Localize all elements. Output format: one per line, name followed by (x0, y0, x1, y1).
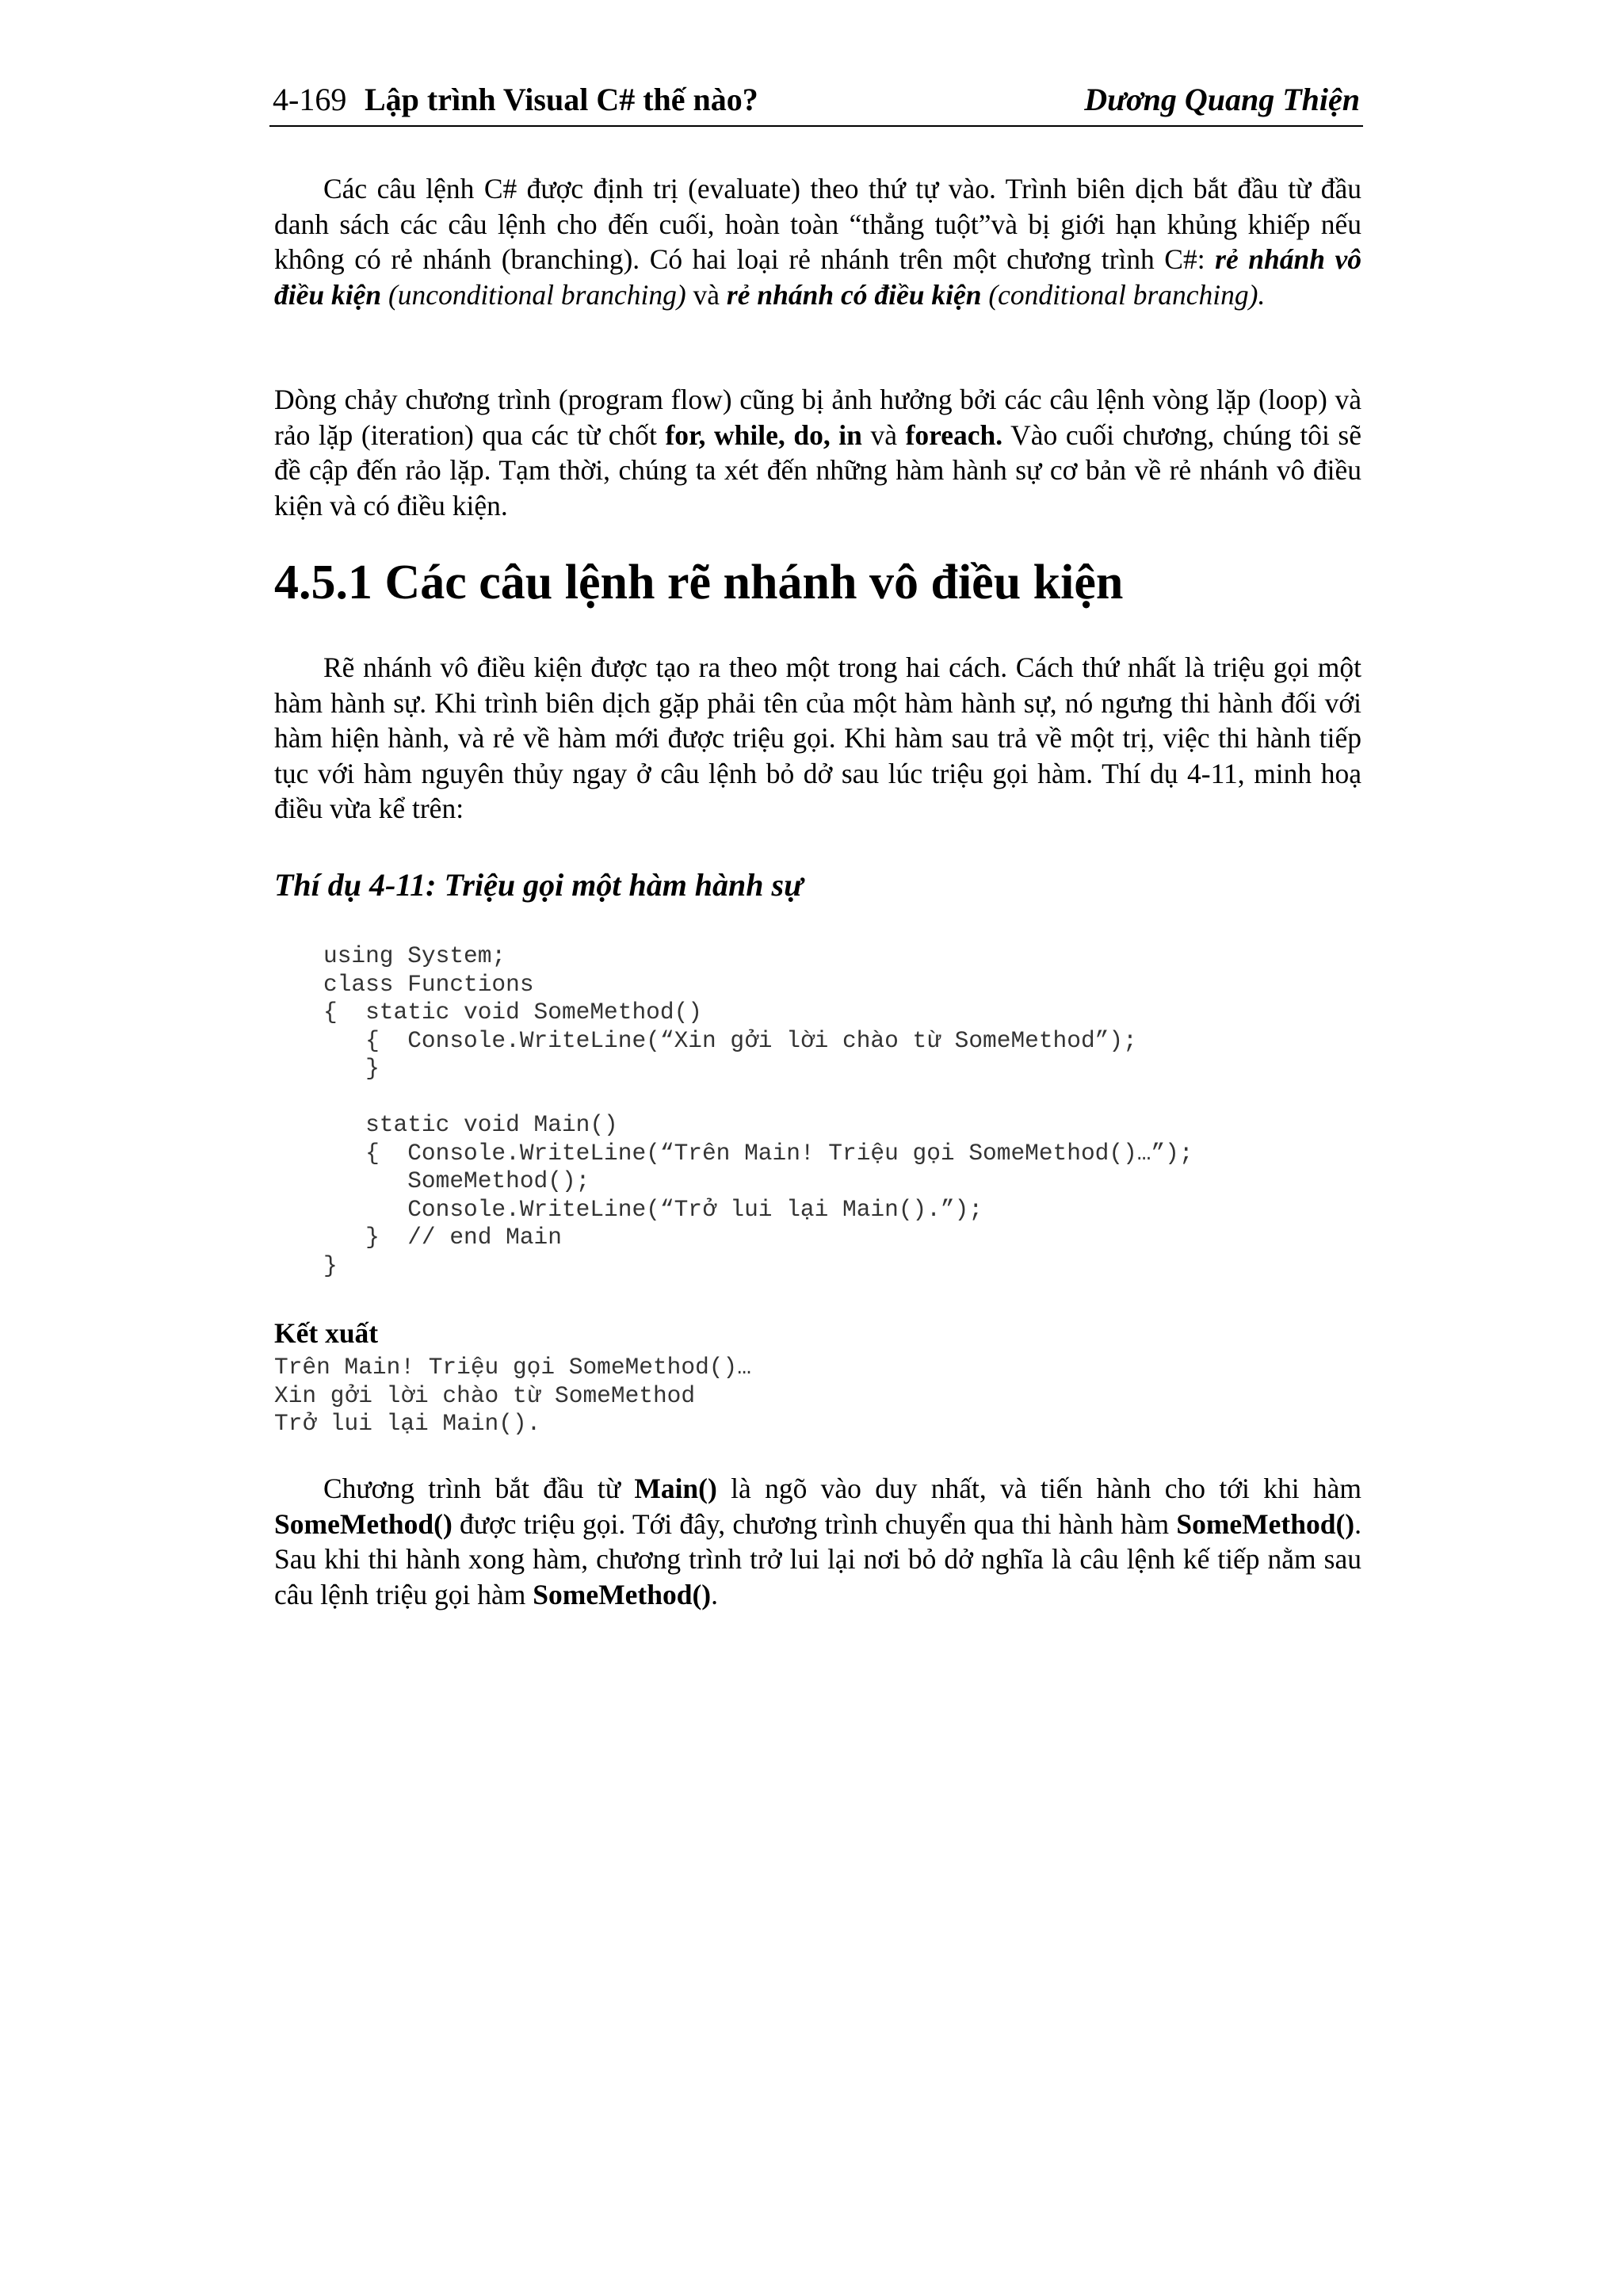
keyword-foreach: foreach. (905, 418, 1003, 451)
term-conditional-branching: rẻ nhánh có điều kiện (726, 278, 982, 311)
paragraph-text: Vào cuối chương, chúng tôi sẽ đề cập đến rảo lặp. Tạm thời, chúng ta xét đến những hàm hành sự cơ bản về rẻ nhánh vô điều kiện và có điều kiện. (274, 418, 1361, 521)
term-gloss: (unconditional branching) (381, 278, 686, 311)
code-term: Main() (634, 1473, 717, 1504)
paragraph-text: . (1258, 278, 1266, 311)
code-term: SomeMethod() (1176, 1507, 1355, 1540)
code-term: SomeMethod() (274, 1507, 453, 1540)
term-unconditional-branching: rẻ nhánh vô điều kiện (274, 243, 1361, 311)
code-listing: using System; class Functions { static void SomeMethod() { Console.WriteLine(“Xin gởi lời chào từ SomeMethod”); } static void Main() { Console.WriteLine(“Trên Main! Triệu gọi SomeMethod()…”); SomeMethod(); Console.WriteLine(“Trở lui lại Main().”); } // end Main } (323, 942, 1193, 1279)
term-gloss: (conditional branching) (981, 278, 1258, 311)
paragraph-text: là ngõ vào duy nhất, và tiến hành cho tới khi hàm (716, 1473, 1361, 1504)
paragraph-text: . (711, 1578, 718, 1610)
author-name: Dương Quang Thiện (1084, 82, 1360, 117)
paragraph-text: và (685, 278, 727, 311)
paragraph-intro (274, 171, 1361, 312)
paragraph-branching: Rẽ nhánh vô điều kiện được tạo ra theo một trong hai cách. Cách thứ nhất là triệu gọi một hàm hành sự. Khi trình biên dịch gặp phải tên của một hàm hành sự, nó ngưng thi hành đối với hàm hiện hành, và rẻ về hàm mới được triệu gọi. Khi hàm sau trả về một trị, việc thi hành tiếp tục với hàm nguyên thủy ngay ở câu lệnh bỏ dở sau lúc triệu gọi hàm. Thí dụ 4-11, minh hoạ điều vừa kể trên: (274, 651, 1361, 824)
paragraph-text: Dòng chảy chương trình (program flow) cũng bị ảnh hưởng bởi các câu lệnh vòng lặp (loop) và rảo lặp (iteration) qua các từ chốt (274, 384, 1361, 451)
output-heading: Kết xuất (274, 1317, 379, 1349)
keywords: for, while, do, in (665, 418, 862, 451)
section-heading: 4.5.1 Các câu lệnh rẽ nhánh vô điều kiện (274, 556, 1124, 609)
paragraph-program-flow (274, 382, 1361, 523)
paragraph-text: được triệu gọi. Tới đây, chương trình chuyển qua thi hành hàm (452, 1507, 1177, 1540)
paragraph-text: và (861, 418, 906, 451)
paragraph-text: Chương trình bắt đầu từ (323, 1473, 635, 1504)
page-header (269, 76, 1363, 127)
example-heading: Thí dụ 4-11: Triệu gọi một hàm hành sự (274, 867, 804, 903)
output-listing: Trên Main! Triệu gọi SomeMethod()… Xin gởi lời chào từ SomeMethod Trở lui lại Main(). (274, 1354, 751, 1437)
paragraph-text: . Sau khi thi hành xong hàm, chương trình trở lui lại nơi bỏ dở nghĩa là câu lệnh kế tiếp nằm sau câu lệnh triệu gọi hàm (274, 1507, 1361, 1610)
code-term: SomeMethod() (533, 1578, 712, 1610)
paragraph-text: Các câu lệnh C# được định trị (evaluate) theo thứ tự vào. Trình biên dịch bắt đầu từ đầu danh sách các câu lệnh cho đến cuối, hoàn toàn “thẳng tuột”và bị giới hạn khủng khiếp nếu không có rẻ nhánh (branching). Có hai loại rẻ nhánh trên một chương trình C#: (274, 173, 1361, 275)
page-number: 4-169 (273, 82, 347, 117)
book-title: Lập trình Visual C# thế nào? (365, 82, 758, 117)
paragraph-explanation (274, 1471, 1361, 1612)
